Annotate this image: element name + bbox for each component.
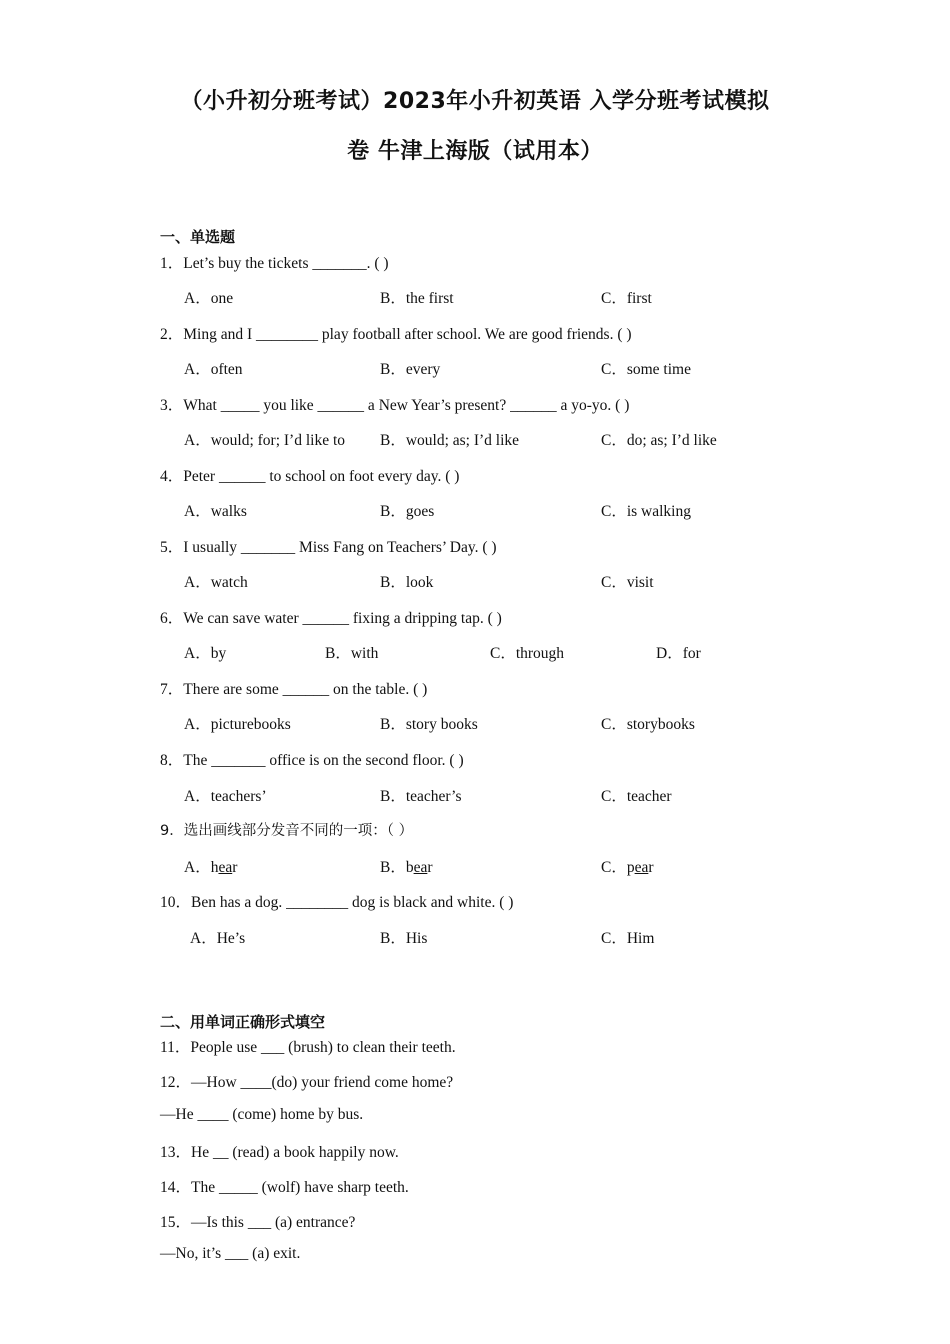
question-15: 15．—Is this ___ (a) entrance? (160, 1214, 356, 1231)
q4-option-c: C．is walking (601, 503, 691, 520)
question-12-reply: —He ____ (come) home by bus. (160, 1106, 364, 1123)
question-4: 4．Peter ______ to school on foot every day. ( ) (160, 468, 460, 485)
q8-option-a: A．teachers’ (184, 788, 267, 805)
question-13: 13．He __ (read) a book happily now. (160, 1144, 399, 1161)
question-12: 12．—How ____(do) your friend come home? (160, 1074, 454, 1091)
underlined-letters: ea (634, 859, 649, 876)
q9-option-b: B．bear (380, 859, 433, 876)
question-5: 5．I usually _______ Miss Fang on Teachers’ Day. ( ) (160, 539, 497, 556)
section-heading-single-choice: 一、单选题 (160, 228, 236, 246)
q10-option-a: A．He’s (190, 930, 246, 947)
q1-option-a: A．one (184, 290, 234, 307)
q6-option-b: B．with (325, 645, 379, 662)
answer-blank[interactable]: ___ (261, 1039, 285, 1056)
q4-option-a: A．walks (184, 503, 247, 520)
q10-option-b: B．His (380, 930, 428, 947)
section-heading-fill-in: 二、用单词正确形式填空 (160, 1013, 326, 1031)
question-1: 1．Let’s buy the tickets _______. ( ) (160, 255, 389, 272)
q5-option-a: A．watch (184, 574, 248, 591)
underlined-letters: ea (218, 859, 233, 876)
q2-option-c: C．some time (601, 361, 691, 378)
answer-blank[interactable]: ____ (240, 1074, 272, 1091)
q4-option-b: B．goes (380, 503, 435, 520)
question-14: 14．The _____ (wolf) have sharp teeth. (160, 1179, 409, 1196)
q7-option-a: A．picturebooks (184, 716, 291, 733)
exam-title-line-1: （小升初分班考试）2023年小升初英语 入学分班考试模拟 (180, 89, 770, 114)
q2-option-b: B．every (380, 361, 441, 378)
q5-option-c: C．visit (601, 574, 654, 591)
q9-option-c: C．pear (601, 859, 654, 876)
q7-option-c: C．storybooks (601, 716, 695, 733)
answer-blank[interactable]: __ (212, 1144, 229, 1161)
question-6: 6．We can save water ______ fixing a dripping tap. ( ) (160, 610, 502, 627)
underlined-letters: ea (413, 859, 428, 876)
exam-title-line-2: 卷 牛津上海版（试用本） (347, 139, 603, 164)
q3-option-c: C．do; as; I’d like (601, 432, 717, 449)
q6-option-a: A．by (184, 645, 227, 662)
q9-option-a: A．hear (184, 859, 238, 876)
q10-option-c: C．Him (601, 930, 655, 947)
answer-blank[interactable]: ____ (197, 1106, 229, 1123)
q6-option-d: D．for (656, 645, 701, 662)
answer-blank[interactable]: ___ (225, 1245, 249, 1262)
q7-option-b: B．story books (380, 716, 478, 733)
answer-blank[interactable]: _____ (218, 1179, 258, 1196)
question-8: 8．The _______ office is on the second floor. ( ) (160, 752, 464, 769)
q2-option-a: A．often (184, 361, 243, 378)
answer-blank[interactable]: ___ (247, 1214, 272, 1231)
question-2: 2．Ming and I ________ play football after school. We are good friends. ( ) (160, 326, 632, 343)
question-10: 10．Ben has a dog. ________ dog is black and white. ( ) (160, 894, 514, 911)
q3-option-b: B．would; as; I’d like (380, 432, 520, 449)
question-3: 3．What _____ you like ______ a New Year’s present? ______ a yo-yo. ( ) (160, 397, 630, 414)
q5-option-b: B．look (380, 574, 434, 591)
question-11: 11．People use ___ (brush) to clean their teeth. (160, 1039, 456, 1056)
question-9: 9．选出画线部分发音不同的一项：（ ） (160, 823, 414, 839)
q6-option-c: C．through (490, 645, 565, 662)
question-15-reply: —No, it’s ___ (a) exit. (160, 1245, 301, 1262)
q8-option-c: C．teacher (601, 788, 672, 805)
question-7: 7．There are some ______ on the table. ( ) (160, 681, 428, 698)
q1-option-c: C．first (601, 290, 652, 307)
q8-option-b: B．teacher’s (380, 788, 462, 805)
q1-option-b: B．the first (380, 290, 454, 307)
q3-option-a: A．would; for; I’d like to (184, 432, 346, 449)
